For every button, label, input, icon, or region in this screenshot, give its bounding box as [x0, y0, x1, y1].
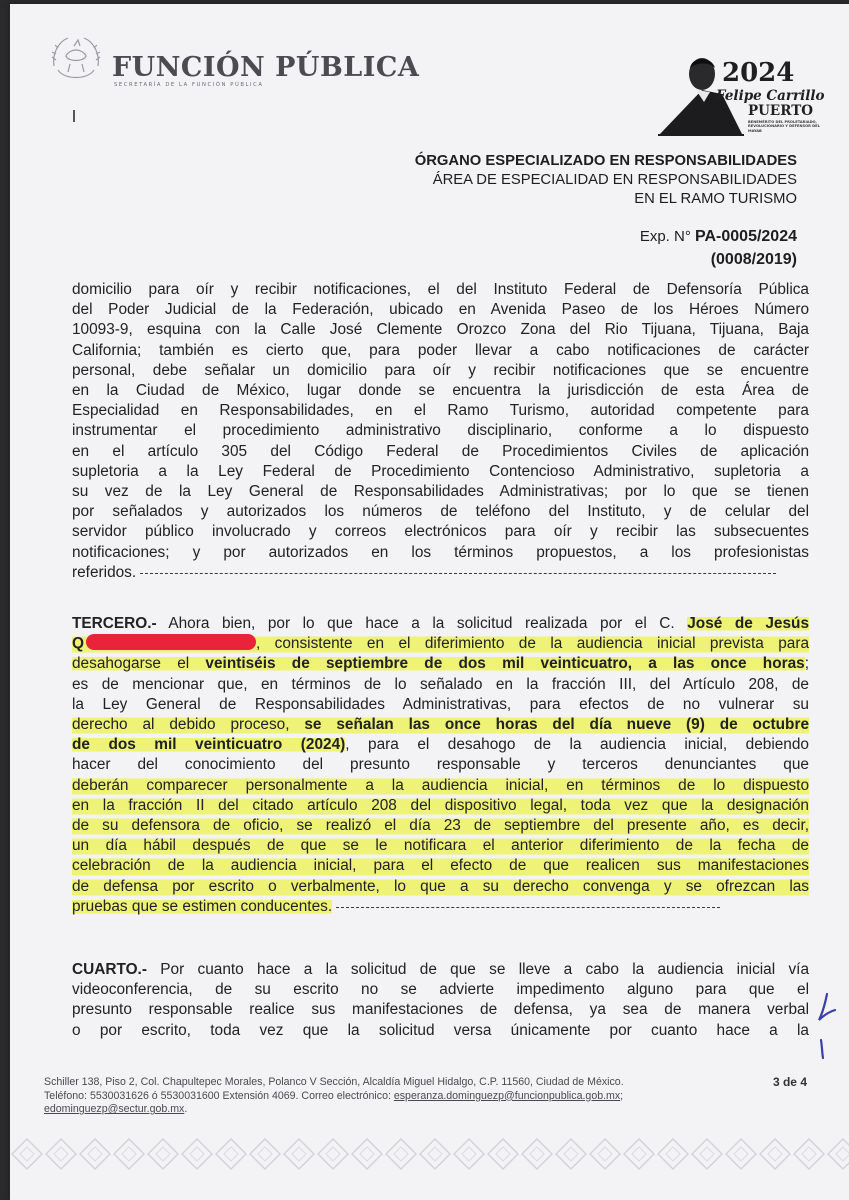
text-line: hacer del conocimiento del presunto responsable y terceros denunciantes que	[72, 756, 809, 774]
expedient-number	[640, 228, 797, 246]
area-line-1: ÁREA DE ESPECIALIDAD EN RESPONSABILIDADES	[432, 172, 797, 188]
text-line: domicilio para oír y recibir notificaciones, el del Instituto Federal de Defensoría Pública	[72, 281, 809, 298]
text-fragment: desahogarse el	[72, 655, 206, 673]
text-fragment: pruebas que se estimen conducentes.	[72, 897, 333, 915]
text-fragment: , consistente en el diferimiento de la audiencia inicial prevista para	[255, 635, 809, 653]
expedient-code: PA-0005/2024	[695, 228, 797, 245]
paragraph-domicile	[72, 280, 809, 583]
decorative-footer-pattern	[10, 1134, 849, 1174]
page-footer	[44, 1076, 804, 1117]
email-link-sectur[interactable]: edominguezp@sectur.gob.mx	[44, 1103, 185, 1116]
separator: .	[184, 1103, 188, 1116]
text-line: del Poder Judicial de la Federación, ubicado en Avenida Paseo de los Héroes Número	[72, 301, 809, 319]
text-line	[72, 614, 809, 634]
text-line: instrumentar el procedimiento administrativo disciplinario, conforme a lo dispuesto	[72, 422, 809, 440]
text-fragment: referidos.	[72, 563, 137, 581]
text-line: la Ley General de Responsabilidades Administrativas, para efectos de no vulnerar su	[72, 695, 809, 713]
emblem-name: Felipe Carrillo	[716, 88, 825, 104]
text-line: de defensa por escrito o verbalmente, lo que a su derecho convenga y se ofrezcan las	[72, 877, 809, 897]
separator: ;	[620, 1089, 624, 1102]
emblem-tagline: BENEMÉRITO DEL PROLETARIADO, REVOLUCIONARIO Y DEFENSOR DEL MAYAB	[748, 120, 820, 133]
text-line: notificaciones; y por autorizados en los términos propuestos, a los profesionistas	[72, 543, 809, 561]
organ-heading	[415, 152, 797, 209]
text-fragment: derecho al debido proceso,	[72, 716, 305, 734]
text-line: videoconferencia, de su escrito no se advierte impedimento alguno para que el	[72, 981, 809, 999]
emblem-year: 2024	[722, 58, 795, 88]
brand-subtitle: SECRETARÍA DE LA FUNCIÓN PÚBLICA	[114, 82, 264, 88]
text-line: en la Ciudad de México, lugar donde se encuentra la jurisdicción de esta Área de	[72, 382, 809, 400]
margin-mark	[73, 110, 75, 122]
text-fragment: , para el desahogo de la audiencia inicial, debiendo	[345, 736, 809, 754]
paragraph-tercero	[72, 614, 809, 917]
footer-phone: Teléfono: 5530031626 ó 5530031600 Extensión 4069. Correo electrónico:	[44, 1089, 394, 1102]
original-hearing-date: veintiséis de septiembre de dos mil veinticuatro, a las once horas	[205, 655, 805, 673]
text-line: celebración de la audiencia inicial, para el efecto de que realicen sus manifestaciones	[72, 856, 809, 876]
brand-title: FUNCIÓN PÚBLICA	[112, 52, 420, 83]
fill-dashes	[140, 573, 776, 574]
text-line	[72, 654, 809, 674]
text-line: de su defensora de oficio, se realizó el día 23 de septiembre del presente año, es decir,	[72, 816, 809, 836]
new-hearing-year: de dos mil veinticuatro (2024)	[72, 736, 346, 754]
text-line: personal, debe señalar un domicilio para oír y recibir notificaciones que se encuentre	[72, 361, 809, 379]
text-line: un día hábil después de que se le notificara el anterior diferimiento de la fecha de	[72, 836, 809, 856]
text-line: en el artículo 305 del Código Federal de Procedimientos Civiles de aplicación	[72, 442, 809, 460]
footer-contact	[44, 1090, 804, 1104]
email-link-funcion-publica[interactable]: esperanza.dominguezp@funcionpublica.gob.mx	[393, 1089, 621, 1102]
text-line: su vez de la Ley General de Responsabilidades Administrativas; por lo que se tienen	[72, 483, 809, 501]
section-heading-tercero: TERCERO.-	[72, 615, 157, 632]
fill-dashes	[336, 907, 720, 908]
text-line: presunto responsable realice sus manifestaciones de defensa, ya sea de manera verbal	[72, 1001, 809, 1019]
text-fragment: ;	[804, 655, 809, 673]
new-hearing-date: se señalan las once horas del día nueve (9) de octubre	[304, 716, 809, 734]
text-line	[72, 634, 809, 654]
text-line: California; también es cierto que, para poder llevar a cabo notificaciones de carácter	[72, 341, 809, 359]
text-line: Especialidad en Responsabilidades, en el Ramo Turismo, autoridad competente para	[72, 402, 809, 420]
redaction-mark	[86, 634, 256, 650]
text-line: supletoria a la Ley Federal de Procedimiento Contencioso Administrativo, supletoria a	[72, 462, 809, 480]
text-line: en la fracción II del citado artículo 208 del dispositivo legal, toda vez que la designación	[72, 796, 809, 816]
text-line: deberán comparecer personalmente a la audiencia inicial, en términos de lo dispuesto	[72, 776, 809, 796]
text-line-last	[72, 897, 809, 917]
text-line: servidor público involucrado y correos electrónicos para oír y recibir las subsecuentes	[72, 523, 809, 541]
document-page	[10, 4, 849, 1200]
footer-email-line	[44, 1103, 804, 1117]
paragraph-cuarto	[72, 960, 809, 1041]
section-heading-cuarto: CUARTO.-	[72, 961, 147, 978]
text-line: por señalados y autorizados los números de teléfono del Instituto, y de celular del	[72, 503, 809, 521]
text-line	[72, 960, 809, 980]
text-line	[72, 735, 809, 755]
mexico-coat-of-arms-icon	[44, 26, 108, 90]
text-line: 10093-9, esquina con la Calle José Clemente Orozco Zona del Rio Tijuana, Tijuana, Baja	[72, 321, 809, 339]
text-line	[72, 715, 809, 735]
handwritten-check-mark-icon	[813, 990, 843, 1060]
text-line: es de mencionar que, en términos de lo señalado en la fracción III, del Artículo 208, de	[72, 675, 809, 693]
area-line-2: EN EL RAMO TURISMO	[634, 191, 797, 207]
expedient-secondary: (0008/2019)	[710, 251, 797, 268]
text-line: o por escrito, toda vez que la solicitud versa únicamente por cuanto hace a la	[72, 1021, 809, 1039]
page-number: 3 de 4	[772, 1075, 807, 1089]
text-fragment: Por cuanto hace a la solicitud de que se lleve a cabo la audiencia inicial vía	[146, 961, 809, 978]
expedient-label: Exp. N°	[639, 228, 691, 245]
requester-name: José de Jesús	[687, 615, 810, 632]
footer-address: Schiller 138, Piso 2, Col. Chapultepec Morales, Polanco V Sección, Alcaldía Miguel Hidalgo, C.P. 11560, Ciudad de México.	[44, 1076, 624, 1088]
organ-title: ÓRGANO ESPECIALIZADO EN RESPONSABILIDADES	[414, 153, 797, 169]
requester-name-initial: Q	[72, 635, 84, 653]
text-fragment: Ahora bien, por lo que hace a la solicitud realizada por el C.	[156, 615, 688, 632]
emblem-surname: PUERTO	[748, 103, 814, 119]
text-line-last	[72, 563, 809, 583]
